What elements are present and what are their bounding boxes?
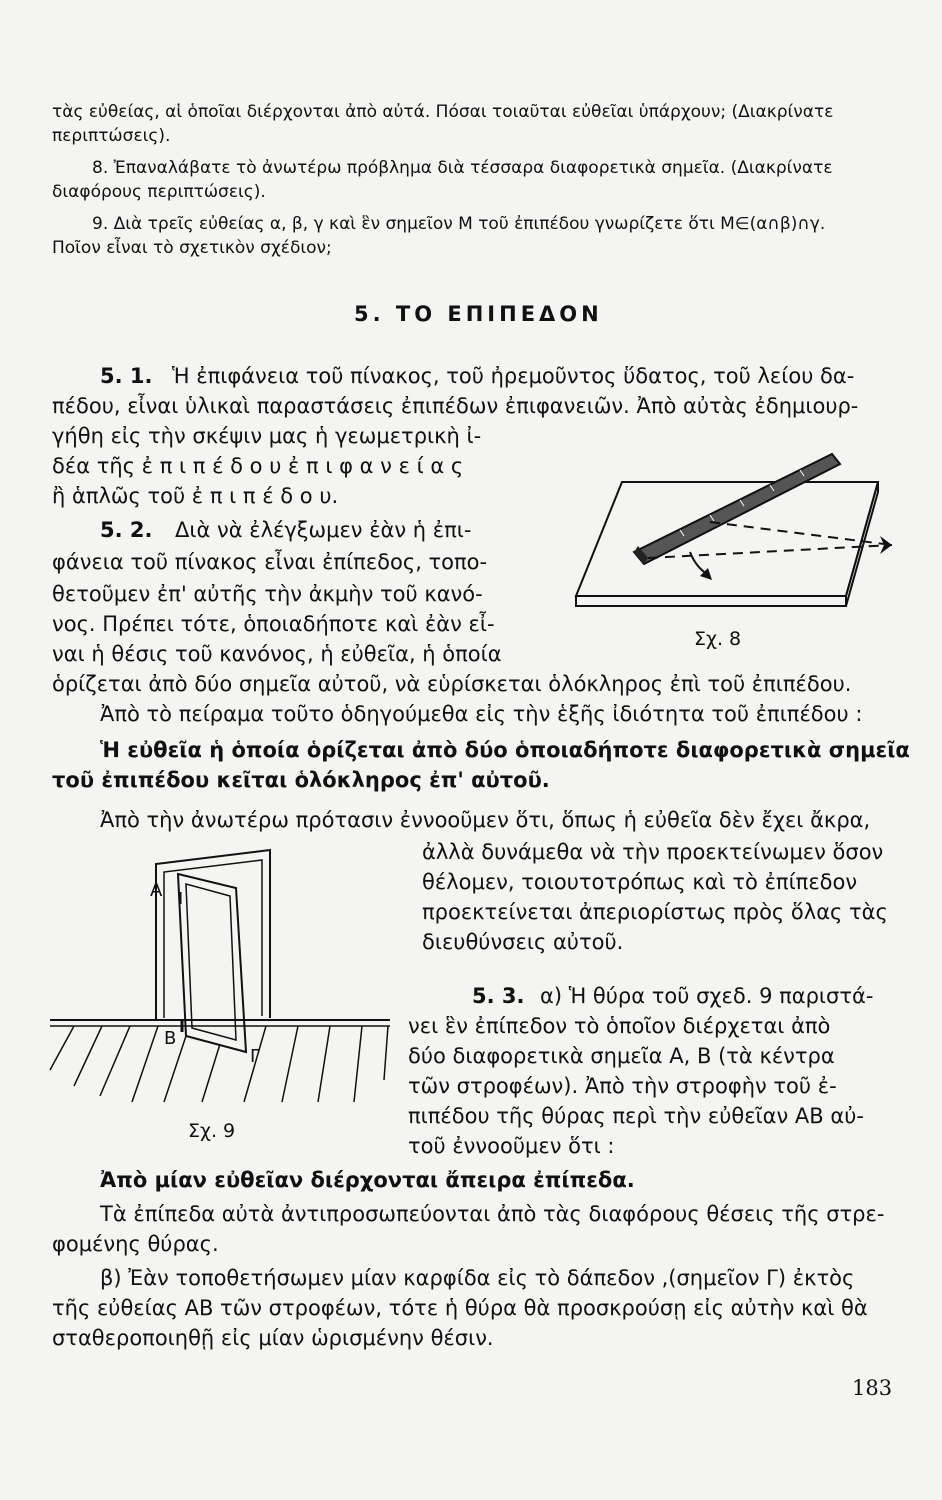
- exercise-9-line-2: Ποῖον εἶναι τὸ σχετικὸν σχέδιον;: [52, 238, 332, 258]
- paragraph-planes-line-2: φομένης θύρας.: [52, 1232, 219, 1256]
- paragraph-5-1-line-3: γήθη εἰς τὴν σκέψιν μας ἡ γεωμετρικὴ ἰ-: [52, 424, 482, 448]
- fig8-dashed-line-2: [710, 522, 892, 545]
- paragraph-infinite-line-1: Ἀπὸ τὴν ἀνωτέρω πρότασιν ἐννοοῦμεν ὅτι, ὅπως ἡ εὐθεῖα δὲν ἔχει ἄκρα,: [100, 808, 871, 832]
- paragraph-beta-line-3: σταθεροποιηθῇ εἰς μίαν ὡρισμένην θέσιν.: [52, 1326, 494, 1350]
- fig8-board-top: [576, 482, 878, 596]
- paragraph-5-2-line-4: νος. Πρέπει τότε, ὁποιαδήποτε καὶ ἐὰν εἶ-: [52, 612, 495, 636]
- fig8-dashed-line-1: [648, 545, 892, 558]
- exercise-7-line-2: περιπτώσεις).: [52, 126, 171, 146]
- paragraph-5-1-line-4: δέα τῆς ἐ π ι π έ δ ο υ ἐ π ι φ α ν ε ί α ς: [52, 454, 464, 478]
- paragraph-5-1-line-1: Ἡ ἐπιφάνεια τοῦ πίνακος, τοῦ ἠρεμοῦντος ὕδατος, τοῦ λείου δα-: [172, 364, 855, 388]
- paragraph-infinite-line-5: διευθύνσεις αὐτοῦ.: [422, 930, 624, 954]
- exercise-8-line-2: διαφόρους περιπτώσεις).: [52, 182, 266, 202]
- paragraph-5-2-line-3: θετοῦμεν ἐπ' αὐτῆς τὴν ἀκμὴν τοῦ κανό-: [52, 582, 483, 606]
- paragraph-5-3-line-5: πιπέδου τῆς θύρας περὶ τὴν εὐθεῖαν ΑΒ αὐ-: [408, 1104, 864, 1128]
- paragraph-5-2-number: 5. 2.: [100, 518, 153, 542]
- paragraph-planes-line-1: Τὰ ἐπίπεδα αὐτὰ ἀντιπροσωπεύονται ἀπὸ τὰς διαφόρους θέσεις τῆς στρε-: [100, 1202, 885, 1226]
- paragraph-infinite-line-3: θέλομεν, τοιουτοτρόπως καὶ τὸ ἐπίπεδον: [422, 870, 858, 894]
- paragraph-5-2-line-1: Διὰ νὰ ἐλέγξωμεν ἐὰν ἡ ἐπι-: [175, 518, 472, 542]
- exercise-7-line-1: τὰς εὐθείας, αἱ ὁποῖαι διέρχονται ἀπὸ αὐτά. Πόσαι τοιαῦται εὐθεῖαι ὑπάρχουν; (Διακρίνατε: [52, 102, 834, 122]
- property-1-line-2: τοῦ ἐπιπέδου κεῖται ὁλόκληρος ἐπ' αὐτοῦ.: [52, 768, 550, 792]
- property-1-line-1: Ἡ εὐθεῖα ἡ ὁποία ὁρίζεται ἀπὸ δύο ὁποιαδήποτε διαφορετικὰ σημεῖα: [100, 738, 910, 762]
- figure-9-caption: Σχ. 9: [188, 1120, 236, 1142]
- paragraph-5-1-line-5: ἢ ἁπλῶς τοῦ ἐ π ι π έ δ ο υ.: [52, 484, 339, 508]
- figure-9-label-b: Β: [164, 1028, 177, 1049]
- paragraph-5-3-line-1: α) Ἡ θύρα τοῦ σχεδ. 9 παριστά-: [540, 984, 874, 1008]
- paragraph-5-3-line-4: τῶν στροφέων). Ἀπὸ τὴν στροφὴν τοῦ ἐ-: [408, 1074, 837, 1098]
- exercise-9-line-1: 9. Διὰ τρεῖς εὐθείας α, β, γ καὶ ἓν σημεῖον Μ τοῦ ἐπιπέδου γνωρίζετε ὅτι Μ∈(α∩β)∩γ.: [92, 214, 826, 234]
- fig8-ruler: [634, 454, 840, 564]
- figure-9: [30, 840, 400, 1120]
- page-number: 183: [852, 1376, 893, 1400]
- paragraph-5-1-number: 5. 1.: [100, 364, 153, 388]
- paragraph-5-1-line-2: πέδου, εἶναι ὑλικαὶ παραστάσεις ἐπιπέδων ἐπιφανειῶν. Ἀπὸ αὐτὰς ἐδημιουρ-: [52, 394, 859, 418]
- paragraph-beta-line-1: β) Ἐὰν τοποθετήσωμεν μίαν καρφίδα εἰς τὸ δάπεδον ,(σημεῖον Γ) ἐκτὸς: [100, 1266, 855, 1290]
- property-2: Ἀπὸ μίαν εὐθεῖαν διέρχονται ἄπειρα ἐπίπεδα.: [100, 1168, 635, 1192]
- figure-9-label-g: Γ: [250, 1046, 261, 1067]
- paragraph-5-2-line-5: ναι ἡ θέσις τοῦ κανόνος, ἡ εὐθεῖα, ἡ ὁποία: [52, 642, 502, 666]
- paragraph-5-2-line-2: φάνεια τοῦ πίνακος εἶναι ἐπίπεδος, τοπο-: [52, 550, 488, 574]
- figure-8-caption: Σχ. 8: [694, 628, 742, 650]
- fig8-board-edge: [576, 596, 846, 606]
- paragraph-5-2-line-7: Ἀπὸ τὸ πείραμα τοῦτο ὁδηγούμεθα εἰς τὴν ἑξῆς ἰδιότητα τοῦ ἐπιπέδου :: [100, 702, 863, 726]
- exercise-8-line-1: 8. Ἐπαναλάβατε τὸ ἀνωτέρω πρόβλημα διὰ τέσσαρα διαφορετικὰ σημεῖα. (Διακρίνατε: [92, 158, 833, 178]
- paragraph-5-3-line-2: νει ἓν ἐπίπεδον τὸ ὁποῖον διέρχεται ἀπὸ: [408, 1014, 831, 1038]
- paragraph-5-2-line-6: ὁρίζεται ἀπὸ δύο σημεῖα αὐτοῦ, νὰ εὑρίσκεται ὁλόκληρος ἐπὶ τοῦ ἐπιπέδου.: [52, 672, 852, 696]
- paragraph-5-3-number: 5. 3.: [472, 984, 525, 1008]
- fig8-board-side-bottom: [846, 492, 878, 606]
- paragraph-5-3-line-3: δύο διαφορετικὰ σημεῖα Α, Β (τὰ κέντρα: [408, 1044, 835, 1068]
- paragraph-5-3-line-6: τοῦ ἐννοοῦμεν ὅτι :: [408, 1134, 615, 1158]
- fig8-arrow-head: [880, 536, 892, 554]
- paragraph-infinite-line-2: ἀλλὰ δυνάμεθα νὰ τὴν προεκτείνωμεν ὅσον: [422, 840, 884, 864]
- section-title: 5. ΤΟ ΕΠΙΠΕΔΟΝ: [354, 302, 603, 326]
- paragraph-infinite-line-4: προεκτείνεται ἀπεριορίστως πρὸς ὅλας τὰς: [422, 900, 888, 924]
- figure-9-label-a: Α: [150, 880, 163, 901]
- paragraph-beta-line-2: τῆς εὐθείας ΑΒ τῶν στροφέων, τότε ἡ θύρα θὰ προσκρούσῃ εἰς αὐτὴν καὶ θὰ: [52, 1296, 868, 1320]
